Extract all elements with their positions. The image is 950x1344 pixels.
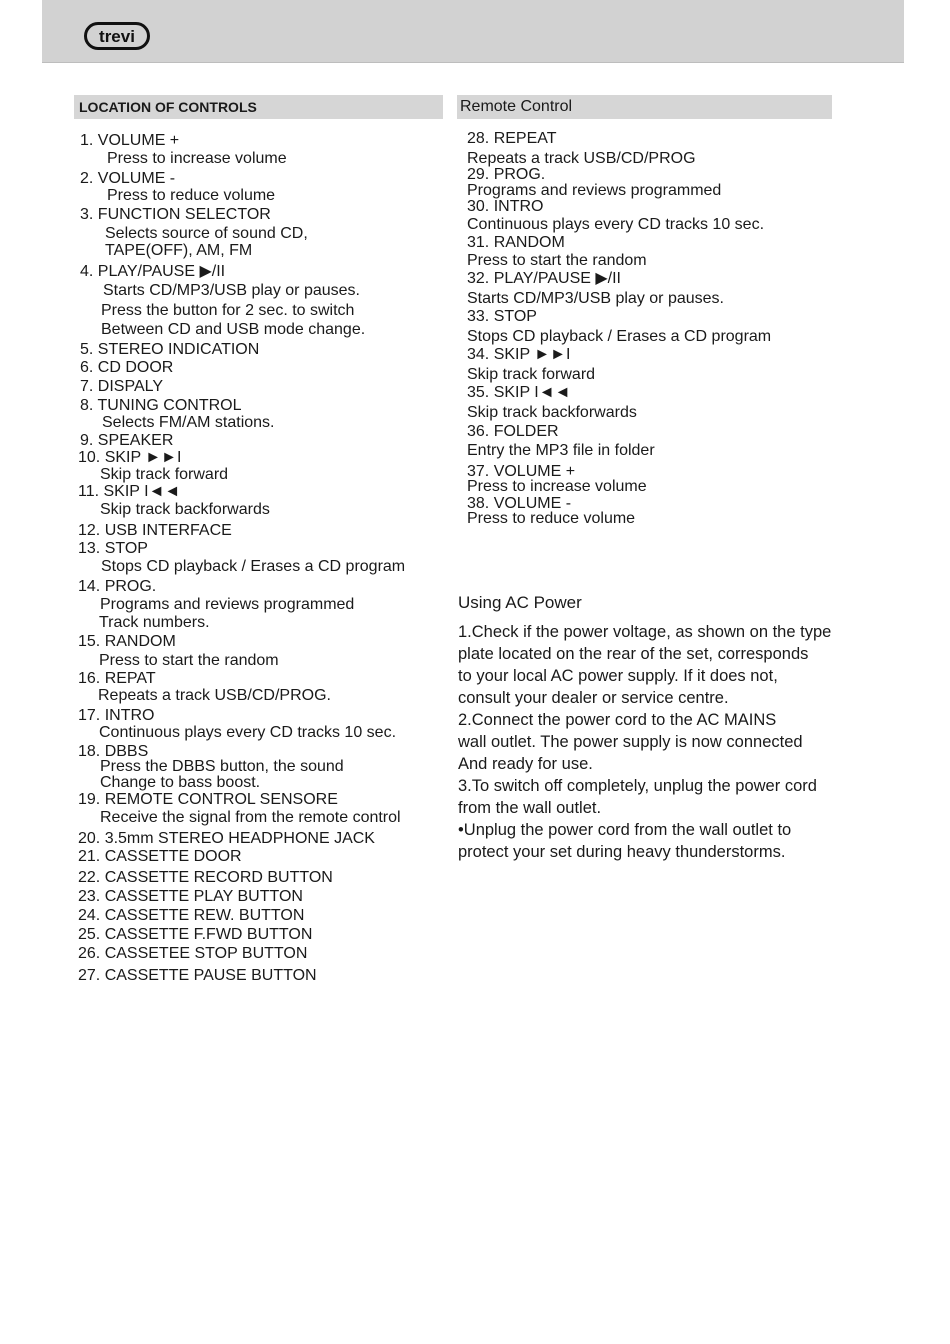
left-section-bar — [74, 95, 443, 119]
remote-line: 35. SKIP I◄◄ — [467, 384, 571, 401]
controls-line: Skip track forward — [100, 466, 229, 483]
controls-line: 21. CASSETTE DOOR — [78, 848, 242, 865]
controls-line: 11. SKIP I◄◄ — [78, 483, 181, 500]
controls-line: 20. 3.5mm STEREO HEADPHONE JACK — [78, 830, 375, 847]
remote-line: Programs and reviews programmed — [467, 182, 722, 199]
remote-line: 38. VOLUME - — [467, 495, 572, 512]
ac-power-line: wall outlet. The power supply is now connected — [458, 733, 803, 751]
ac-power-line: 3.To switch off completely, unplug the power cord — [458, 777, 817, 795]
controls-line: Starts CD/MP3/USB play or pauses. — [103, 282, 360, 299]
controls-line: 3. FUNCTION SELECTOR — [80, 206, 271, 223]
controls-line: Press to start the random — [99, 652, 279, 669]
controls-line: 10. SKIP ►►I — [78, 449, 182, 466]
controls-line: 16. REPAT — [78, 670, 156, 687]
controls-line: Selects source of sound CD, — [105, 225, 308, 242]
ac-power-line: plate located on the rear of the set, corresponds — [458, 645, 809, 663]
ac-power-title: Using AC Power — [458, 593, 582, 612]
right-section-title: Remote Control — [460, 98, 573, 115]
controls-line: Press to reduce volume — [107, 187, 276, 204]
left-section-title: LOCATION OF CONTROLS — [79, 99, 257, 115]
right-section-bar — [457, 95, 832, 119]
remote-line: 29. PROG. — [467, 166, 546, 183]
controls-line: 1. VOLUME + — [80, 132, 180, 149]
controls-line: 5. STEREO INDICATION — [80, 341, 260, 358]
ac-power-line: to your local AC power supply. If it does not, — [458, 667, 778, 685]
ac-power-line: protect your set during heavy thunderstorms. — [458, 843, 786, 861]
controls-line: 7. DISPALY — [80, 378, 163, 395]
header-bar — [42, 0, 904, 62]
controls-line: Receive the signal from the remote control — [100, 809, 401, 826]
ac-power-line: consult your dealer or service centre. — [458, 689, 729, 707]
remote-line: Press to increase volume — [467, 478, 647, 495]
brand-text: trevi — [99, 27, 135, 46]
remote-line: Entry the MP3 file in folder — [467, 442, 655, 459]
ac-power-line: •Unplug the power cord from the wall outlet to — [458, 821, 792, 839]
remote-line: Continuous plays every CD tracks 10 sec. — [467, 216, 765, 233]
remote-line: 37. VOLUME + — [467, 463, 576, 480]
controls-line: 23. CASSETTE PLAY BUTTON — [78, 888, 303, 905]
remote-line: 32. PLAY/PAUSE ▶/II — [467, 270, 621, 287]
remote-line: 31. RANDOM — [467, 234, 565, 251]
remote-line: 30. INTRO — [467, 198, 544, 215]
trevi-logo — [84, 22, 150, 50]
controls-line: 4. PLAY/PAUSE ▶/II — [80, 263, 226, 280]
controls-line: 13. STOP — [78, 540, 148, 557]
controls-line: Press the DBBS button, the sound — [100, 758, 344, 775]
controls-line: Repeats a track USB/CD/PROG. — [98, 687, 331, 704]
ac-power-line: And ready for use. — [458, 755, 593, 773]
controls-line: 15. RANDOM — [78, 633, 176, 650]
controls-line: Continuous plays every CD tracks 10 sec. — [99, 724, 397, 741]
remote-line: Press to start the random — [467, 252, 647, 269]
ac-power-line: 2.Connect the power cord to the AC MAINS — [458, 711, 777, 729]
remote-line: Skip track forward — [467, 366, 596, 383]
controls-line: 8. TUNING CONTROL — [80, 397, 242, 414]
controls-line: 6. CD DOOR — [80, 359, 174, 376]
remote-line: Press to reduce volume — [467, 510, 636, 527]
ac-power-line: from the wall outlet. — [458, 799, 602, 817]
controls-line: 25. CASSETTE F.FWD BUTTON — [78, 926, 313, 943]
header-divider — [42, 62, 904, 63]
controls-line: 19. REMOTE CONTROL SENSORE — [78, 791, 338, 808]
controls-line: 27. CASSETTE PAUSE BUTTON — [78, 967, 317, 984]
controls-line: Skip track backforwards — [100, 501, 270, 518]
controls-line: 22. CASSETTE RECORD BUTTON — [78, 869, 333, 886]
remote-line: 33. STOP — [467, 308, 537, 325]
remote-line: 34. SKIP ►►I — [467, 346, 571, 363]
controls-line: 26. CASSETEE STOP BUTTON — [78, 945, 308, 962]
remote-line: Starts CD/MP3/USB play or pauses. — [467, 290, 724, 307]
controls-line: Press the button for 2 sec. to switch — [101, 302, 355, 319]
controls-line: Press to increase volume — [107, 150, 287, 167]
controls-line: 2. VOLUME - — [80, 170, 176, 187]
controls-line: 17. INTRO — [78, 707, 155, 724]
controls-line: Between CD and USB mode change. — [101, 321, 366, 338]
controls-line: 14. PROG. — [78, 578, 157, 595]
remote-line: Repeats a track USB/CD/PROG — [467, 150, 696, 167]
controls-line: 24. CASSETTE REW. BUTTON — [78, 907, 305, 924]
ac-power-line: 1.Check if the power voltage, as shown on the type — [458, 623, 832, 641]
controls-line: Stops CD playback / Erases a CD program — [101, 558, 406, 575]
controls-line: Programs and reviews programmed — [100, 596, 355, 613]
remote-line: 28. REPEAT — [467, 130, 557, 147]
controls-line: 12. USB INTERFACE — [78, 522, 232, 539]
controls-line: 9. SPEAKER — [80, 432, 174, 449]
remote-line: Stops CD playback / Erases a CD program — [467, 328, 772, 345]
controls-line: Track numbers. — [99, 614, 210, 631]
controls-line: TAPE(OFF), AM, FM — [105, 242, 253, 259]
controls-line: 18. DBBS — [78, 743, 149, 760]
remote-line: Skip track backforwards — [467, 404, 637, 421]
controls-line: Selects FM/AM stations. — [102, 414, 275, 431]
remote-line: 36. FOLDER — [467, 423, 559, 440]
controls-line: Change to bass boost. — [100, 774, 261, 791]
